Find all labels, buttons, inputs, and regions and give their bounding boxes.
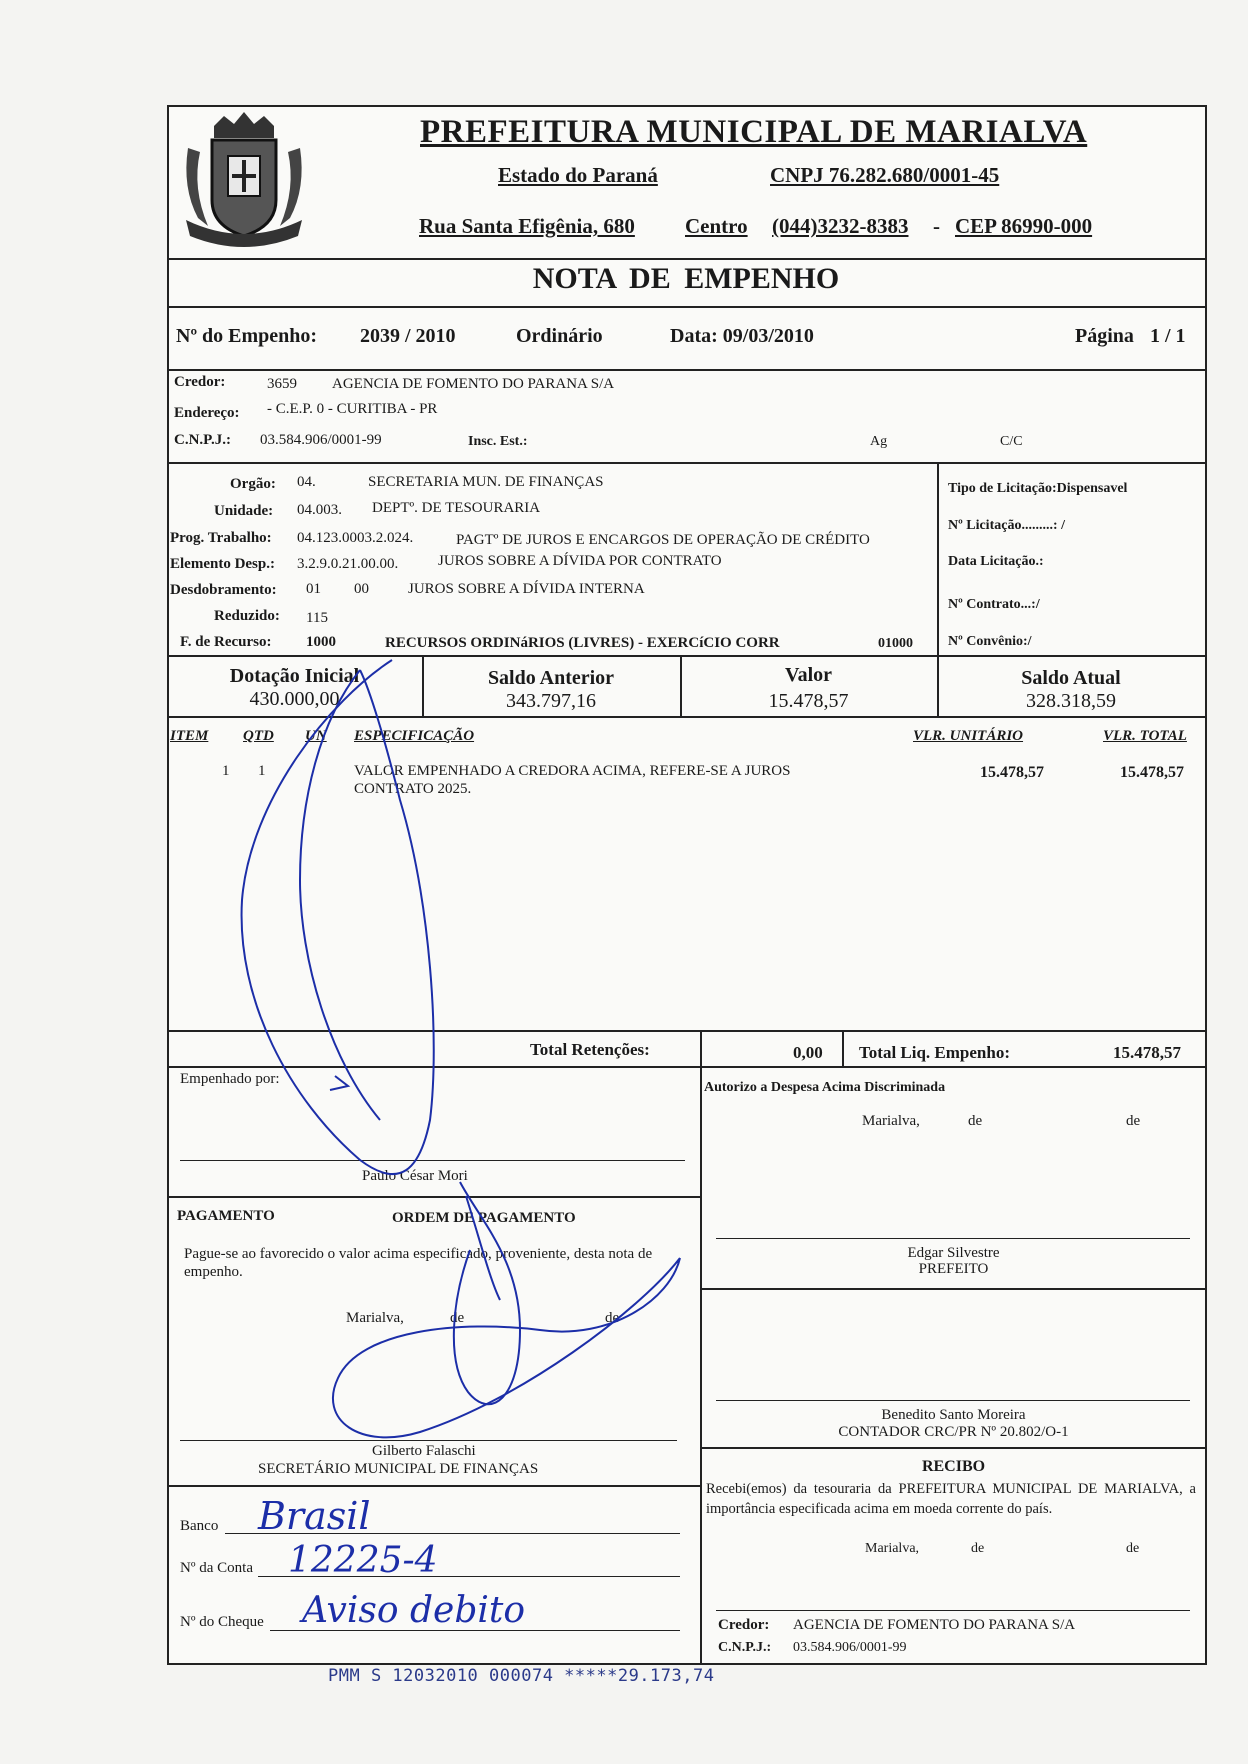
prefeito-cargo: PREFEITO	[918, 1261, 989, 1277]
empenhado-nome: Paulo César Mori	[362, 1168, 468, 1184]
secretario-cargo: SECRETÁRIO MUNICIPAL DE FINANÇAS	[258, 1461, 539, 1477]
unidade-name: DEPTº. DE TESOURARIA	[372, 500, 541, 516]
unidade-label: Unidade:	[214, 503, 274, 519]
recibo-credor-label: Credor:	[718, 1617, 770, 1633]
credor-label: Credor:	[174, 374, 226, 390]
item-header: ITEM	[170, 728, 209, 744]
reduzido-label: Reduzido:	[214, 608, 280, 624]
saldo-anterior-label: Saldo Anterior	[487, 667, 615, 689]
phone-label: (044)3232-8383	[772, 214, 909, 238]
un-header: UN	[305, 728, 327, 744]
reduzido-value: 115	[306, 610, 328, 626]
item-qtd: 1	[258, 763, 266, 779]
credor-code: 3659	[267, 376, 297, 392]
pagamento-de1: de	[450, 1310, 465, 1326]
endereco-value: - C.E.P. 0 - CURITIBA - PR	[267, 401, 438, 417]
banco-label: Banco	[180, 1518, 219, 1534]
desdobramento-name: JUROS SOBRE A DÍVIDA INTERNA	[408, 581, 645, 597]
licitacao-tipo: Tipo de Licitação:Dispensavel	[948, 481, 1128, 496]
recibo-cidade: Marialva,	[865, 1541, 920, 1556]
especificacao-header: ESPECIFICAÇÃO	[354, 728, 475, 744]
pagamento-cidade: Marialva,	[346, 1310, 404, 1326]
retencoes-value: 0,00	[793, 1043, 823, 1062]
retencoes-label: Total Retenções:	[530, 1040, 650, 1059]
autorizo-cidade: Marialva,	[862, 1113, 920, 1129]
page-number: 1 / 1	[1150, 325, 1186, 347]
recibo-de2: de	[1126, 1541, 1140, 1556]
vlr-total-header: VLR. TOTAL	[1103, 728, 1187, 744]
dash-separator: -	[933, 214, 940, 238]
recibo-cnpj-label: C.N.P.J.:	[718, 1640, 772, 1655]
autorizo-de2: de	[1126, 1113, 1141, 1129]
licitacao-data: Data Licitação.:	[948, 554, 1044, 569]
orgao-label: Orgão:	[230, 476, 276, 492]
secretario-nome: Gilberto Falaschi	[372, 1443, 476, 1459]
empenho-number: 2039 / 2010	[360, 325, 456, 347]
contador-nome: Benedito Santo Moreira	[881, 1407, 1026, 1423]
conta-label: Nº da Conta	[180, 1560, 253, 1576]
desdobramento-a: 01	[306, 581, 321, 597]
qtd-header: QTD	[243, 728, 274, 744]
ag-label: Ag	[870, 434, 888, 449]
item-spec-line1: VALOR EMPENHADO A CREDORA ACIMA, REFERE-SE A JUROS	[354, 763, 791, 779]
autorizo-de1: de	[968, 1113, 983, 1129]
state-label: Estado do Paraná	[498, 163, 658, 187]
empenho-date: Data: 09/03/2010	[670, 325, 814, 347]
elemento-name: JUROS SOBRE A DÍVIDA POR CONTRATO	[438, 553, 722, 569]
unidade-code: 04.003.	[297, 502, 342, 518]
address-label: Rua Santa Efigênia, 680	[419, 214, 635, 238]
prog-code: 04.123.0003.2.024.	[297, 530, 414, 546]
credor-cnpj: 03.584.906/0001-99	[260, 432, 382, 448]
autorizo-label: Autorizo a Despesa Acima Discriminada	[704, 1080, 946, 1095]
recibo-texto: Recebi(emos) da tesouraria da PREFEITURA MUNICIPAL DE MARIALVA, a importância especificada acima em moeda corrente do país.	[706, 1481, 1196, 1517]
saldo-atual-label: Saldo Atual	[1021, 667, 1121, 689]
pagamento-de2: de	[605, 1310, 620, 1326]
recibo-de1: de	[971, 1541, 985, 1556]
vlr-unitario-header: VLR. UNITÁRIO	[913, 728, 1024, 744]
recurso-label: F. de Recurso:	[180, 634, 272, 650]
cheque-value: Aviso debito	[302, 1590, 526, 1631]
licitacao-contrato: Nº Contrato...:/	[948, 597, 1040, 612]
contador-cargo: CONTADOR CRC/PR Nº 20.802/O-1	[838, 1424, 1069, 1440]
insc-est-label: Insc. Est.:	[468, 434, 528, 449]
banco-value: Brasil	[258, 1494, 371, 1538]
licitacao-numero: Nº Licitação.........: /	[948, 518, 1065, 533]
recibo-credor-value: AGENCIA DE FOMENTO DO PARANA S/A	[793, 1617, 1076, 1633]
item-vlr-total: 15.478,57	[1120, 764, 1184, 781]
recurso-sub: 01000	[878, 636, 913, 651]
cheque-label: Nº do Cheque	[180, 1614, 264, 1630]
credor-cnpj-label: C.N.P.J.:	[174, 432, 231, 448]
cnpj-label: CNPJ 76.282.680/0001-45	[770, 163, 1000, 187]
licitacao-convenio: Nº Convênio:/	[948, 634, 1032, 649]
endereco-label: Endereço:	[174, 405, 240, 421]
prog-label: Prog. Trabalho:	[170, 530, 272, 546]
elemento-label: Elemento Desp.:	[170, 556, 275, 572]
valor-label: Valor	[784, 664, 833, 686]
conta-value: 12225-4	[288, 1540, 438, 1581]
empenho-type: Ordinário	[516, 325, 603, 347]
dotacao-value: 430.000,00	[249, 688, 340, 710]
cc-label: C/C	[1000, 434, 1023, 449]
liquido-label: Total Liq. Empenho:	[859, 1043, 1010, 1062]
ordem-pagamento-label: ORDEM DE PAGAMENTO	[392, 1210, 576, 1226]
item-spec-line2: CONTRATO 2025.	[354, 781, 472, 797]
recibo-title: RECIBO	[921, 1458, 986, 1475]
valor-value: 15.478,57	[768, 690, 849, 712]
orgao-name: SECRETARIA MUN. DE FINANÇAS	[368, 474, 604, 490]
desdobramento-label: Desdobramento:	[170, 582, 277, 598]
saldo-atual-value: 328.318,59	[1026, 690, 1116, 712]
credor-name: AGENCIA DE FOMENTO DO PARANA S/A	[332, 376, 615, 392]
prog-name: PAGTº DE JUROS E ENCARGOS DE OPERAÇÃO DE CRÉDITO	[456, 532, 870, 548]
recurso-code: 1000	[306, 634, 336, 650]
pagamento-label: PAGAMENTO	[177, 1208, 275, 1224]
dotacao-label: Dotação Inicial	[229, 665, 360, 687]
cep-label: CEP 86990-000	[955, 214, 1093, 238]
empenho-label: Nº do Empenho:	[176, 325, 318, 347]
item-vlr-unitario: 15.478,57	[980, 764, 1044, 781]
district-label: Centro	[685, 214, 748, 238]
recurso-name: RECURSOS ORDINáRIOS (LIVRES) - EXERCíCIO CORR	[385, 635, 780, 651]
item-number: 1	[222, 763, 230, 779]
desdobramento-b: 00	[354, 581, 369, 597]
orgao-code: 04.	[297, 474, 316, 490]
elemento-code: 3.2.9.0.21.00.00.	[297, 556, 399, 572]
prefeito-nome: Edgar Silvestre	[907, 1245, 1000, 1261]
empenhado-label: Empenhado por:	[180, 1071, 280, 1087]
page-title: PREFEITURA MUNICIPAL DE MARIALVA	[420, 114, 1088, 150]
saldo-anterior-value: 343.797,16	[506, 690, 596, 712]
pagamento-texto: Pague-se ao favorecido o valor acima especificado, proveniente, desta nota de empenho.	[184, 1246, 653, 1280]
payment-stamp: PMM S 12032010 000074 *****29.173,74	[328, 1666, 715, 1686]
liquido-value: 15.478,57	[1113, 1043, 1181, 1062]
page-label: Página	[1075, 325, 1134, 347]
recibo-cnpj-value: 03.584.906/0001-99	[793, 1640, 907, 1655]
document-title: NOTA DE EMPENHO	[532, 262, 840, 295]
